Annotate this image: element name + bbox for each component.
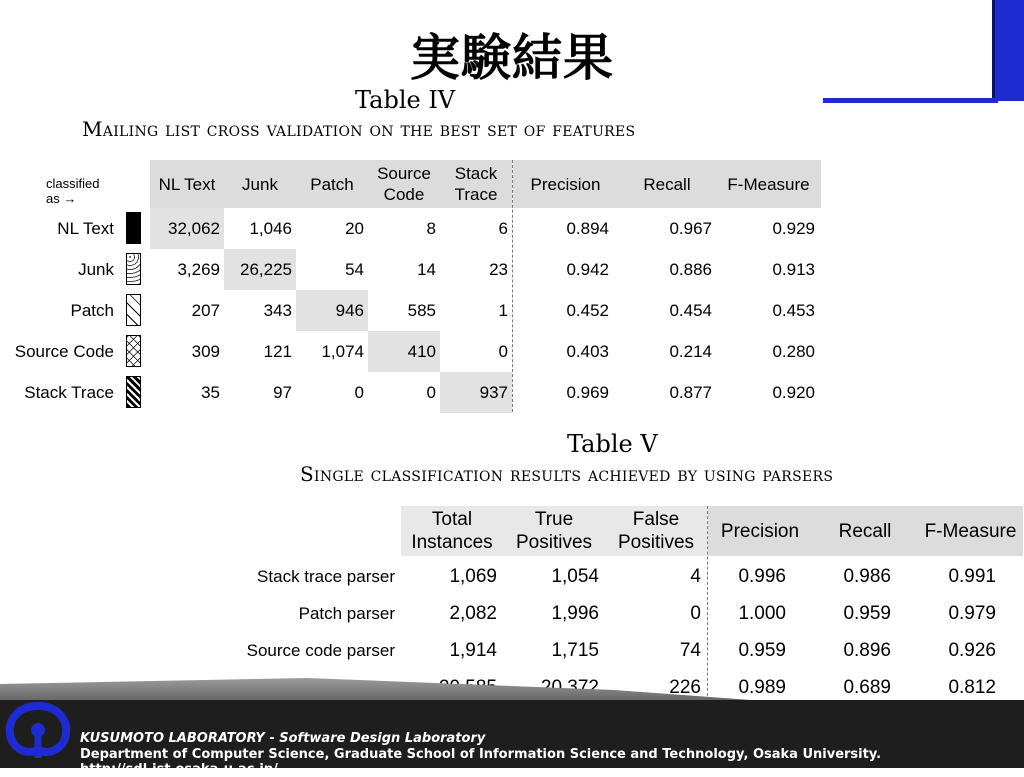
table4-col-header: Source Code xyxy=(377,164,431,204)
cell: 0.989 xyxy=(738,676,786,698)
cell: 2,082 xyxy=(449,602,497,624)
table5-subtitle: Single classification results achieved by using parsers xyxy=(300,462,834,486)
cell: 0.959 xyxy=(738,639,786,661)
cell: 1,914 xyxy=(449,639,497,661)
cell: 1,054 xyxy=(551,565,599,587)
cell: 0.452 xyxy=(566,300,609,320)
footer-department: Department of Computer Science, Graduate School of Information Science and Technology, Osaka University. http://sdl.ist.osaka-u.ac.jp/ xyxy=(80,747,882,777)
cell: 0.877 xyxy=(669,382,712,402)
cell: 0.969 xyxy=(566,382,609,402)
cell: 207 xyxy=(191,300,220,320)
table4-col-header: Precision xyxy=(530,174,601,194)
cell: 0.920 xyxy=(772,382,815,402)
cell: 0 xyxy=(354,382,364,402)
cell: 0.689 xyxy=(843,676,891,698)
cell: 410 xyxy=(368,331,440,372)
cell: 23 xyxy=(489,259,508,279)
cell: 14 xyxy=(417,259,436,279)
source-code-swatch-icon xyxy=(126,335,141,367)
cell: 343 xyxy=(263,300,292,320)
cell: 0 xyxy=(690,602,701,624)
table4-col-header: Recall xyxy=(643,174,691,194)
cell: 20 xyxy=(345,218,364,238)
table4-col-header: F-Measure xyxy=(727,174,810,194)
table5-col-header: False Positives xyxy=(617,509,695,553)
cell: 0.454 xyxy=(669,300,712,320)
cell: 0.403 xyxy=(566,341,609,361)
corner-decoration-line xyxy=(823,98,998,103)
cell: 0.967 xyxy=(669,218,712,238)
junk-swatch-icon xyxy=(126,253,141,285)
row-label: Source code parser xyxy=(246,640,395,660)
table4-corner-label: classified as → xyxy=(46,176,100,206)
table-row xyxy=(0,372,820,413)
cell: 3,269 xyxy=(177,259,220,279)
cell: 121 xyxy=(263,341,292,361)
table-row xyxy=(0,208,820,249)
table4-subtitle: Mailing list cross validation on the best set of features xyxy=(82,117,636,141)
table4-col-header: Junk xyxy=(242,174,278,194)
cell: 946 xyxy=(296,290,368,331)
row-label: NL Text xyxy=(57,218,114,238)
slide-title: 実験結果 xyxy=(410,29,614,87)
cell: 0.812 xyxy=(948,676,996,698)
cell: 0.942 xyxy=(566,259,609,279)
cell: 309 xyxy=(191,341,220,361)
table5-col-header: True Positives xyxy=(515,509,593,553)
cell: 35 xyxy=(201,382,220,402)
row-label: Stack trace parser xyxy=(257,566,395,586)
cell: 74 xyxy=(679,639,701,661)
footer-lab-name: KUSUMOTO LABORATORY - Software Design Laboratory xyxy=(80,731,486,746)
cell: 1 xyxy=(498,300,508,320)
cell: 0.886 xyxy=(669,259,712,279)
table-row xyxy=(0,331,820,372)
cell: 1,715 xyxy=(551,639,599,661)
patch-swatch-icon xyxy=(126,294,141,326)
cell: 0.986 xyxy=(843,565,891,587)
row-label: Stack Trace xyxy=(24,382,114,402)
cell: 0 xyxy=(498,341,508,361)
cell: 32,062 xyxy=(150,208,224,249)
nl-text-swatch-icon xyxy=(126,212,141,244)
cell: 0.453 xyxy=(772,300,815,320)
osaka-university-logo-icon xyxy=(4,700,72,760)
cell: 1,996 xyxy=(551,602,599,624)
cell: 585 xyxy=(407,300,436,320)
cell: 97 xyxy=(273,382,292,402)
table-row xyxy=(0,290,820,331)
cell: 1,074 xyxy=(321,341,364,361)
cell: 226 xyxy=(669,676,701,698)
cell: 0.896 xyxy=(843,639,891,661)
cell: 8 xyxy=(426,218,436,238)
cell: 54 xyxy=(345,259,364,279)
cell: 0.214 xyxy=(669,341,712,361)
cell: 0.996 xyxy=(738,565,786,587)
cell: 1,046 xyxy=(249,218,292,238)
table4-col-header: Patch xyxy=(310,174,354,194)
cell: 0 xyxy=(426,382,436,402)
table-row xyxy=(0,249,820,290)
row-label: Source Code xyxy=(14,341,114,361)
table5-col-header: Precision xyxy=(720,520,800,542)
table5-col-header: F-Measure xyxy=(924,520,1017,542)
table4-caption: Table IV xyxy=(355,86,456,114)
cell: 0.913 xyxy=(772,259,815,279)
cell: 937 xyxy=(440,372,512,413)
table4-col-header: NL Text xyxy=(158,174,216,194)
row-label: Patch xyxy=(70,300,114,320)
table5-caption: Table V xyxy=(567,430,658,458)
stack-trace-swatch-icon xyxy=(126,376,141,408)
cell: 0.991 xyxy=(948,565,996,587)
row-label: Patch parser xyxy=(298,603,395,623)
cell: 4 xyxy=(690,565,701,587)
cell: 1,069 xyxy=(449,565,497,587)
table-row xyxy=(0,632,1024,669)
row-label: Junk xyxy=(78,259,114,279)
cell: 1.000 xyxy=(738,602,786,624)
table4-col-header: Stack Trace xyxy=(454,164,498,204)
cell: 6 xyxy=(498,218,508,238)
table-row xyxy=(0,595,1024,632)
cell: 0.280 xyxy=(772,341,815,361)
cell: 26,225 xyxy=(224,249,296,290)
table5-col-header: Recall xyxy=(838,520,892,542)
table5-col-header: Total Instances xyxy=(411,509,493,553)
cell: 0.959 xyxy=(843,602,891,624)
table-row xyxy=(0,558,1024,595)
cell: 0.926 xyxy=(948,639,996,661)
cell: 0.979 xyxy=(948,602,996,624)
cell: 0.929 xyxy=(772,218,815,238)
cell: 20,372 xyxy=(540,676,599,698)
cell: 0.894 xyxy=(566,218,609,238)
